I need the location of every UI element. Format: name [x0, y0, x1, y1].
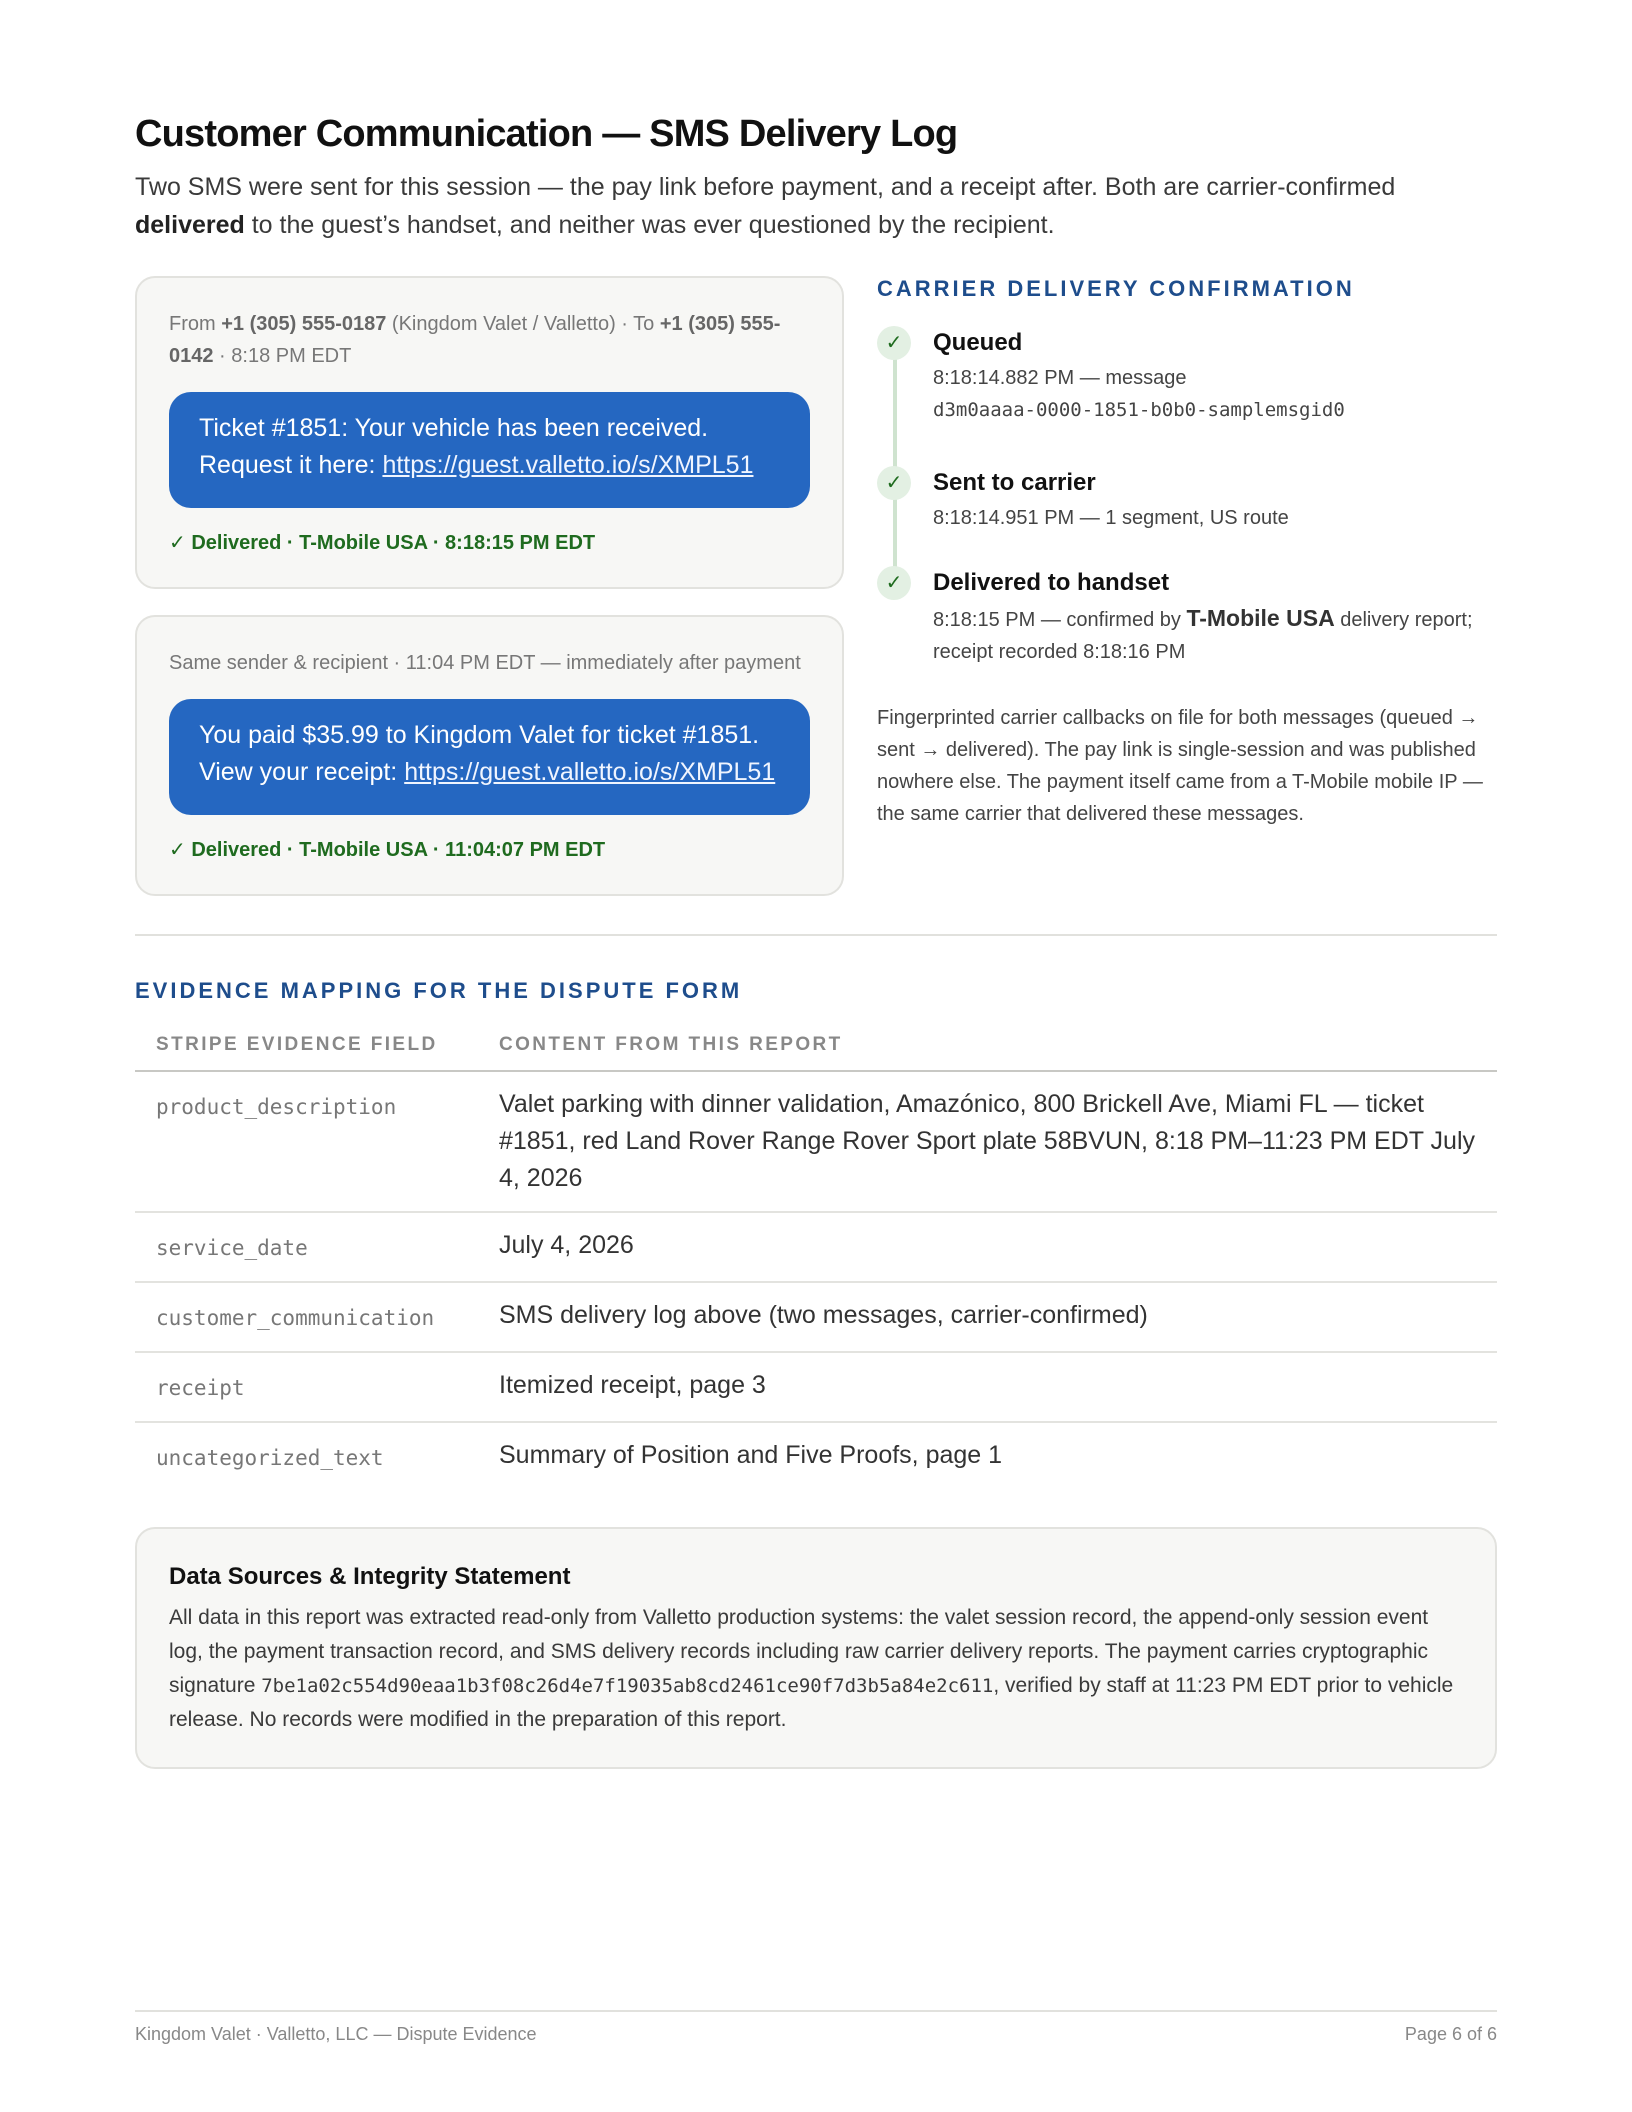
evidence-table [135, 1034, 1497, 1491]
evidence-content: SMS delivery log above (two messages, carrier-confirmed) [478, 1282, 1497, 1352]
footer-left: Kingdom Valet · Valletto, LLC — Dispute Evidence [135, 2024, 537, 2044]
table-row [135, 1071, 1497, 1212]
table-header-row [135, 1034, 1497, 1071]
check-icon: ✓ [877, 566, 911, 600]
table-row [135, 1282, 1497, 1352]
integrity-body [169, 1601, 1463, 1737]
sms-section [135, 276, 1497, 896]
carrier-confirmation [877, 276, 1497, 896]
step-detail [933, 602, 1497, 668]
evidence-content: Summary of Position and Five Proofs, page 1 [499, 1441, 1003, 1469]
check-icon: ✓ [877, 326, 911, 360]
sms-text: You paid $35.99 to Kingdom Valet for ticket #1851. View your receipt: [199, 721, 760, 786]
receipt-link[interactable]: https://guest.valletto.io/s/XMPL51 [404, 758, 776, 786]
message-column [135, 276, 844, 896]
evidence-field: uncategorized_text [156, 1446, 384, 1470]
message-id: d3m0aaaa-0000-1851-b0b0-samplemsgid0 [933, 399, 1345, 421]
step-detail: 8:18:14.951 PM — 1 segment, US route [933, 507, 1289, 529]
sms-meta: Same sender & recipient · 11:04 PM EDT — immediately after payment [169, 652, 801, 674]
evidence-field: customer_communication [135, 1282, 478, 1352]
step-detail-text: 8:18:15 PM — confirmed by [933, 609, 1187, 631]
evidence-field: service_date [135, 1212, 478, 1282]
column-header-content: CONTENT FROM THIS REPORT [478, 1034, 1497, 1071]
intro-paragraph [135, 168, 1497, 244]
carrier-name: T-Mobile USA [1186, 605, 1335, 631]
delivery-status: ✓ Delivered · T-Mobile USA · 8:18:15 PM EDT [169, 532, 596, 554]
intro-emphasis: delivered [135, 211, 245, 239]
payment-signature: 7be1a02c554d90eaa1b3f08c26d4e7f19035ab8cd2461ce90f7d3b5a84e2c611 [261, 1675, 994, 1697]
table-row [135, 1352, 1497, 1422]
timeline-step-sent [877, 462, 1497, 534]
sms-bubble [169, 699, 810, 815]
evidence-field: receipt [135, 1352, 478, 1422]
step-detail [933, 362, 1497, 426]
table-row [135, 1212, 1497, 1282]
evidence-content: Valet parking with dinner validation, Amazónico, 800 Brickell Ave, Miami FL — ticket #1851, red Land Rover Range Rover Sport plate 58BVUN, 8:18 PM–11:23 PM EDT July 4, 2026 [478, 1071, 1497, 1212]
document-page [135, 110, 1497, 1769]
page-number: Page 6 of 6 [1404, 2024, 1497, 2044]
table-row [135, 1422, 1497, 1491]
page-footer [135, 2010, 1497, 2045]
sms-card-paylink [135, 276, 844, 589]
timeline-step-queued [877, 322, 1497, 426]
check-icon: ✓ [877, 466, 911, 500]
integrity-title: Data Sources & Integrity Statement [169, 1563, 571, 1590]
pay-link[interactable]: https://guest.valletto.io/s/XMPL51 [382, 451, 754, 479]
carrier-heading: CARRIER DELIVERY CONFIRMATION [877, 276, 1355, 301]
delivery-timeline [877, 322, 1497, 668]
integrity-statement [135, 1527, 1497, 1769]
delivery-status: ✓ Delivered · T-Mobile USA · 11:04:07 PM EDT [169, 839, 606, 861]
integrity-text: All data in this report was extracted read-only from Valletto production systems: the valet session record, the append-only session event log, the payment transaction record, and SMS delivery records including raw carrier delivery reports. The payment carries cryptographic signature [169, 1606, 1429, 1697]
evidence-content: July 4, 2026 [478, 1212, 1497, 1282]
column-header-field: STRIPE EVIDENCE FIELD [135, 1034, 478, 1071]
evidence-field: product_description [135, 1071, 478, 1212]
sms-card-receipt [135, 615, 844, 896]
timeline-step-delivered [877, 562, 1497, 668]
evidence-content: Itemized receipt, page 3 [478, 1352, 1497, 1422]
intro-text-end: to the guest’s handset, and neither was ever questioned by the recipient. [244, 211, 1055, 239]
page-title: Customer Communication — SMS Delivery Log [135, 113, 958, 155]
sms-text: Ticket #1851: Your vehicle has been received. Request it here: [199, 414, 709, 479]
integrity-text-end: , verified by staff at 11:23 PM EDT prior to vehicle release. No records were modified in the preparation of this report. [169, 1674, 1454, 1731]
sms-meta [169, 308, 810, 372]
sent-time: · 8:18 PM EDT [213, 345, 352, 367]
carrier-note: Fingerprinted carrier callbacks on file for both messages (queued → sent → delivered). The pay link is single-session and was published nowhere else. The payment itself came from a T-Mobile mobile IP — the same carrier that delivered these messages. [877, 707, 1483, 825]
step-detail-text: 8:18:14.882 PM — message [933, 367, 1187, 389]
recipient-number: +1 (305) 555-0142 [169, 313, 781, 367]
step-title: Delivered to handset [933, 569, 1170, 596]
section-divider [135, 934, 1497, 936]
meta-from-label: From [169, 313, 222, 335]
step-title: Sent to carrier [933, 469, 1096, 496]
evidence-heading: EVIDENCE MAPPING FOR THE DISPUTE FORM [135, 978, 743, 1003]
step-detail-text-end: delivery report; receipt recorded 8:18:16 PM [933, 609, 1473, 663]
step-title: Queued [933, 329, 1023, 356]
sender-name: (Kingdom Valet / Valletto) · To [386, 313, 660, 335]
intro-text: Two SMS were sent for this session — the pay link before payment, and a receipt after. Both are carrier-confirmed [135, 173, 1396, 201]
sms-bubble [169, 392, 810, 508]
sender-number: +1 (305) 555-0187 [221, 313, 387, 335]
